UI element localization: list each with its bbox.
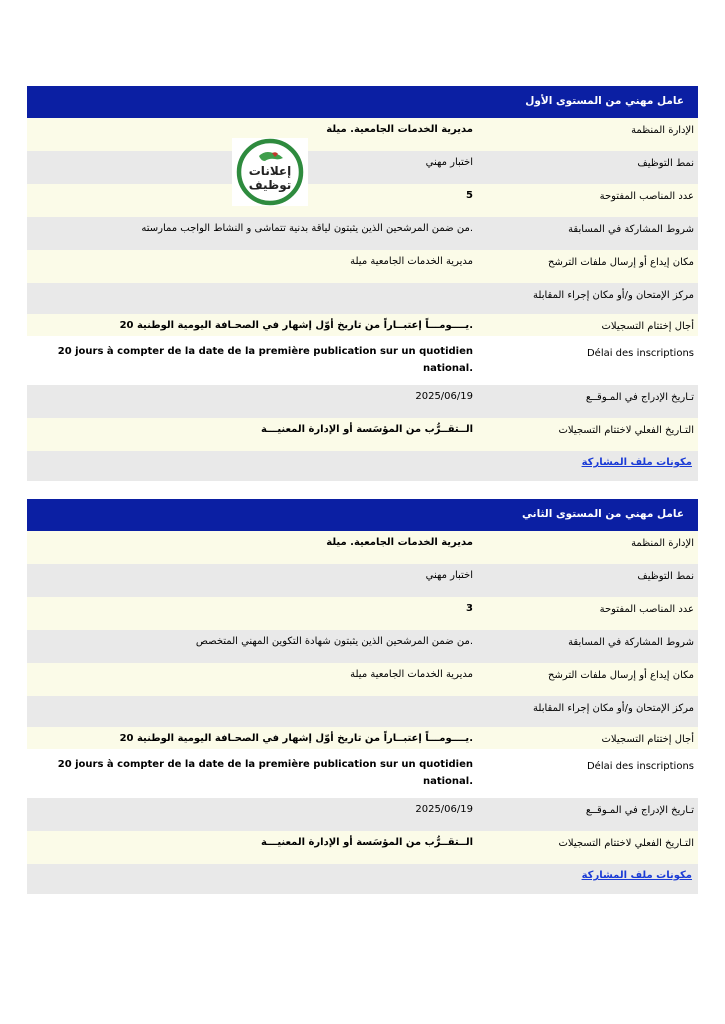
row-posts — [27, 597, 698, 630]
row-mode — [27, 564, 698, 597]
post-date-label: تـاريخ الإدراج في المـوقــع — [585, 805, 694, 816]
logo-line2: توظيف — [248, 178, 292, 192]
posts-value: 3 — [466, 603, 473, 614]
row-posts — [27, 184, 698, 217]
actual-deadline-label: التـاريخ الفعلي لاختتام التسجيلات — [558, 838, 694, 849]
exam-center-label: مركز الإمتحان و/أو مكان إجراء المقابلة — [533, 290, 694, 301]
logo-line1: إعلانات — [248, 164, 292, 178]
row-actual-deadline — [27, 418, 698, 451]
row-exam-center — [27, 283, 698, 314]
mode-label: نمط التوظيف — [637, 158, 694, 169]
conditions-label: شروط المشاركة في المسابقة — [568, 637, 694, 648]
section-header — [27, 499, 698, 531]
post-date-value: 2025/06/19 — [415, 804, 473, 815]
row-conditions — [27, 630, 698, 663]
section-title: عامل مهني من المستوى الأول — [525, 95, 684, 107]
row-organizer — [27, 118, 698, 151]
post-date-label: تـاريخ الإدراج في المـوقــع — [585, 392, 694, 403]
posts-label: عدد المناصب المفتوحة — [599, 191, 694, 202]
job-ads-logo-icon — [232, 138, 308, 206]
row-link — [27, 864, 698, 894]
actual-deadline-value: الــتقــرُّب من المؤسَسة أو الإدارة المعنيـــة — [261, 424, 473, 435]
place-value: مديرية الخدمات الجامعية ميلة — [350, 256, 473, 267]
conditions-label: شروط المشاركة في المسابقة — [568, 224, 694, 235]
row-organizer — [27, 531, 698, 564]
exam-center-label: مركز الإمتحان و/أو مكان إجراء المقابلة — [533, 703, 694, 714]
actual-deadline-label: التـاريخ الفعلي لاختتام التسجيلات — [558, 425, 694, 436]
row-conditions — [27, 217, 698, 250]
actual-deadline-value: الــتقــرُّب من المؤسَسة أو الإدارة المعنيـــة — [261, 837, 473, 848]
place-label: مكان إيداع أو إرسال ملفات الترشح — [547, 257, 694, 268]
row-delai — [27, 336, 698, 385]
row-place — [27, 663, 698, 696]
delai-value: 20 jours à compter de la date de la première publication sur un quotidien national. — [57, 759, 473, 787]
post-date-value: 2025/06/19 — [415, 391, 473, 402]
participation-file-link[interactable]: مكونات ملف المشاركة — [581, 870, 692, 881]
mode-label: نمط التوظيف — [637, 571, 694, 582]
row-place — [27, 250, 698, 283]
row-deadline — [27, 314, 698, 336]
deadline-label: أجال إختتام التسجيلات — [601, 734, 694, 745]
participation-file-link[interactable]: مكونات ملف المشاركة — [581, 457, 692, 468]
deadline-label: أجال إختتام التسجيلات — [601, 321, 694, 332]
row-post-date — [27, 385, 698, 418]
row-post-date — [27, 798, 698, 831]
job-section-2 — [27, 499, 698, 894]
delai-value: 20 jours à compter de la date de la première publication sur un quotidien national. — [57, 346, 473, 374]
delai-label: Délai des inscriptions — [586, 348, 694, 359]
posts-value: 5 — [466, 190, 473, 201]
row-delai — [27, 749, 698, 798]
deadline-value: 20 يــــومـــاً إعتبــاراً من تاريخ أوّل إشهار في الصحـافة اليومية الوطنية. — [119, 733, 473, 744]
conditions-value: من ضمن المرشحين الذين يثبتون شهادة التكوين المهني المتخصص. — [195, 636, 473, 647]
row-mode — [27, 151, 698, 184]
conditions-value: من ضمن المرشحين الذين يثبتون لياقة بدنية تتماشى و النشاط الواجب ممارسته. — [141, 223, 473, 234]
row-exam-center — [27, 696, 698, 727]
deadline-value: 20 يــــومـــاً إعتبــاراً من تاريخ أوّل إشهار في الصحـافة اليومية الوطنية. — [119, 320, 473, 331]
row-link — [27, 451, 698, 481]
mode-value: اختبار مهني — [425, 570, 473, 581]
mode-value: اختبار مهني — [425, 157, 473, 168]
organizer-label: الإدارة المنظمة — [631, 538, 694, 549]
place-value: مديرية الخدمات الجامعية ميلة — [350, 669, 473, 680]
delai-label: Délai des inscriptions — [586, 761, 694, 772]
row-deadline — [27, 727, 698, 749]
organizer-value: مديرية الخدمات الجامعية. ميلة — [326, 537, 473, 548]
row-actual-deadline — [27, 831, 698, 864]
organizer-value: مديرية الخدمات الجامعية. ميلة — [326, 124, 473, 135]
section-title: عامل مهني من المستوى الثاني — [522, 508, 684, 520]
organizer-label: الإدارة المنظمة — [631, 125, 694, 136]
job-section-1 — [27, 86, 698, 481]
section-header — [27, 86, 698, 118]
place-label: مكان إيداع أو إرسال ملفات الترشح — [547, 670, 694, 681]
posts-label: عدد المناصب المفتوحة — [599, 604, 694, 615]
